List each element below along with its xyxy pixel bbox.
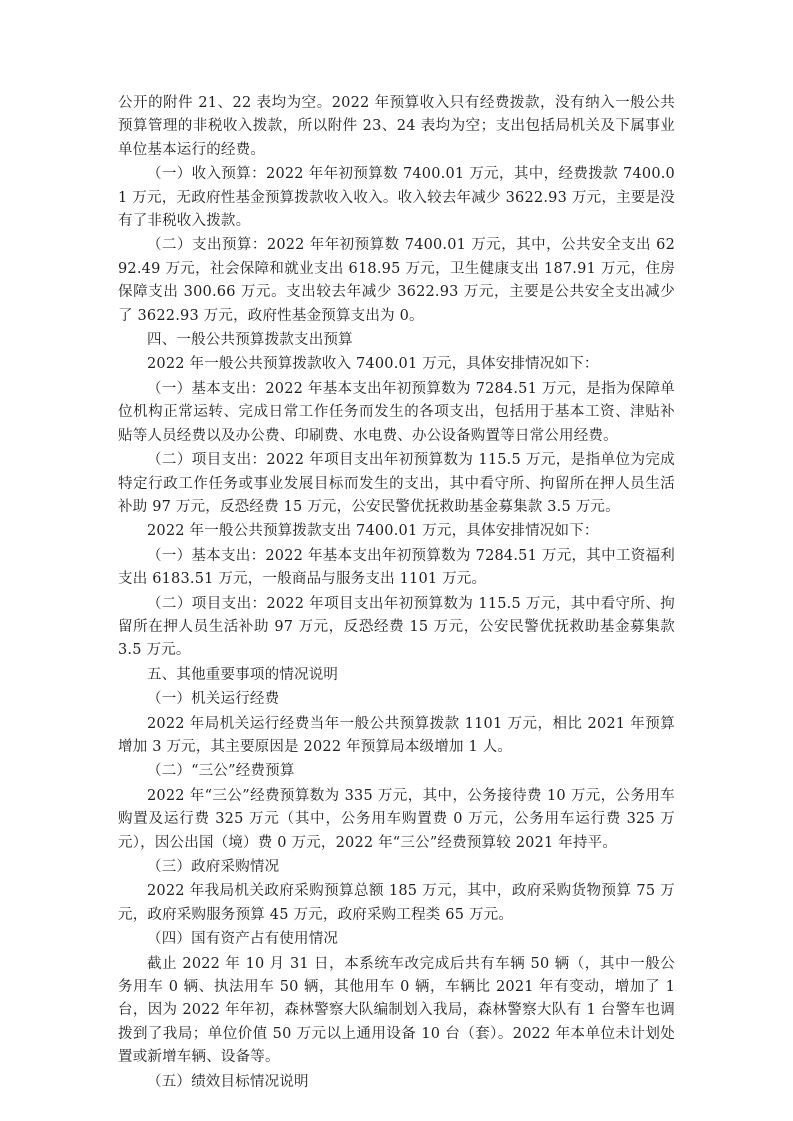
section-heading-general-budget: 四、一般公共预算拨款支出预算 — [147, 332, 353, 349]
subheading-three-public-costs: （二）“三公”经费预算 — [147, 763, 295, 780]
subheading-procurement: （三）政府采购情况 — [147, 859, 280, 875]
paragraph-basic-expenditure-detail: （一）基本支出：2022 年基本支出年初预算数为 7284.51 万元，其中工资福利支出 6183.51 万元，一般商品与服务支出 1101 万元。 — [118, 547, 675, 588]
subheading-operating-costs: （一）机关运行经费 — [147, 691, 280, 708]
subheading-performance-goals: （五）绩效目标情况说明 — [147, 1073, 309, 1090]
paragraph-general-budget-expenditure: 2022 年一般公共预算拨款支出 7400.01 万元，具体安排情况如下： — [147, 523, 599, 540]
paragraph-general-budget-income: 2022 年一般公共预算拨款收入 7400.01 万元，具体安排情况如下： — [147, 356, 599, 373]
paragraph-three-public-costs: 2022 年“三公”经费预算数为 335 万元，其中，公务接待费 10 万元，公务用车购置及运行费 325 万元（其中，公务用车购置费 0 万元，公务用车运行费 325 万元），因公出国（境）费 0 万元，2022 年“三公”经费预算较 2021 年持平。 — [118, 787, 675, 851]
paragraph-expenditure-budget: （二）支出预算：2022 年年初预算数 7400.01 万元，其中，公共安全支出 6292.49 万元，社会保障和就业支出 618.95 万元，卫生健康支出 187.91 万元，住房保障支出 300.66 万元。支出较去年减少 3622.93 万元，主要是公共安全支出减少了 3622.93 万元，政府性基金预算支出为 0。 — [118, 237, 675, 324]
paragraph-operating-costs: 2022 年局机关运行经费当年一般公共预算拨款 1101 万元，相比 2021 年预算增加 3 万元，其主要原因是 2022 年预算局本级增加 1 人。 — [118, 715, 675, 755]
paragraph-intro-continued: 公开的附件 21、22 表均为空。2022 年预算收入只有经费拨款，没有纳入一般公共预算管理的非税收入拨款，所以附件 23、24 表均为空；支出包括局机关及下属事业单位基本运行的经费。 — [118, 95, 675, 158]
paragraph-income-budget: （一）收入预算：2022 年年初预算数 7400.01 万元，其中，经费拨款 7400.01 万元，无政府性基金预算拨款收入收入。收入较去年减少 3622.93 万元，主要是没有了非税收入拨款。 — [118, 166, 675, 230]
subheading-state-assets: （四）国有资产占有使用情况 — [147, 931, 339, 948]
paragraph-project-expenditure-detail: （二）项目支出：2022 年项目支出年初预算数为 115.5 万元，其中看守所、拘留所在押人员生活补助 97 万元，反恐经费 15 万元，公安民警优抚救助基金募集款 3.5 万元。 — [118, 595, 675, 659]
paragraph-procurement: 2022 年我局机关政府采购预算总额 185 万元，其中，政府采购货物预算 75 万元，政府采购服务预算 45 万元，政府采购工程类 65 万元。 — [118, 883, 675, 923]
paragraph-project-expenditure: （二）项目支出：2022 年项目支出年初预算数为 115.5 万元，是指单位为完成特定行政工作任务或事业发展目标而发生的支出，其中看守所、拘留所在押人员生活补助 97 万元，反恐经费 15 万元，公安民警优抚救助基金募集款 3.5 万元。 — [118, 452, 675, 515]
section-heading-other-matters: 五、其他重要事项的情况说明 — [147, 666, 339, 683]
paragraph-basic-expenditure: （一）基本支出：2022 年基本支出年初预算数为 7284.51 万元，是指为保障单位机构正常运转、完成日常工作任务而发生的各项支出，包括用于基本工资、津贴补贴等人员经费以及办公费、印刷费、水电费、办公设备购置等日常公用经费。 — [118, 380, 675, 444]
paragraph-state-assets: 截止 2022 年 10 月 31 日，本系统车改完成后共有车辆 50 辆（，其中一般公务用车 0 辆、执法用车 50 辆，其他用车 0 辆，车辆比 2021 年有变动，增加了 1 台，因为 2022 年年初，森林警察大队编制划入我局，森林警察大队有 1 台警车也调拨到了我局；单位价值 50 万元以上通用设备 10 台（套）。2022 年本单位未计划处置或新增车辆、设备等。 — [118, 955, 675, 1066]
